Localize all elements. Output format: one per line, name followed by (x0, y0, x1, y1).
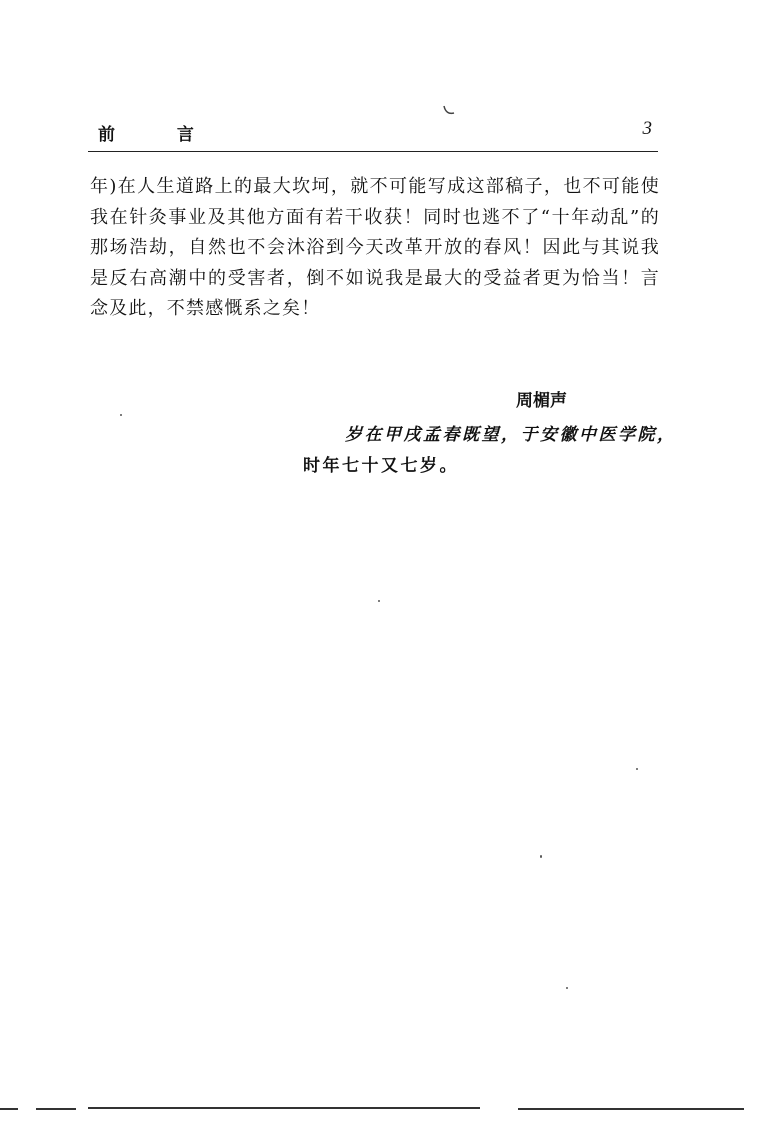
header-divider (88, 151, 658, 152)
scan-edge-line (36, 1108, 76, 1110)
scan-speck (636, 768, 638, 770)
section-title: 前 言 (98, 125, 222, 145)
signature-place-date: 岁在甲戌孟春既望，于安徽中医学院， (345, 425, 677, 445)
signature-age: 时年七十又七岁。 (303, 456, 459, 476)
scan-speck (540, 855, 542, 858)
author-name: 周楣声 (516, 391, 567, 411)
scan-mark (440, 104, 458, 118)
page-number: 3 (642, 118, 652, 139)
scan-edge-line (518, 1108, 744, 1110)
page-header (88, 118, 656, 150)
scan-speck (378, 600, 380, 602)
paragraph: 年)在人生道路上的最大坎坷，就不可能写成这部稿子，也不可能使我在针灸事业及其他方面有若干收获！同时也逃不了“十年动乱”的那场浩劫，自然也不会沐浴到今天改革开放的春风！因此与其说我是反右高潮中的受害者，倒不如说我是最大的受益者更为恰当！言念及此，不禁感慨系之矣！ (90, 176, 660, 319)
scan-speck (566, 987, 568, 989)
scan-speck (120, 414, 122, 416)
scan-edge-line (0, 1108, 18, 1110)
scan-edge-line (88, 1107, 480, 1109)
body-text (90, 172, 660, 325)
